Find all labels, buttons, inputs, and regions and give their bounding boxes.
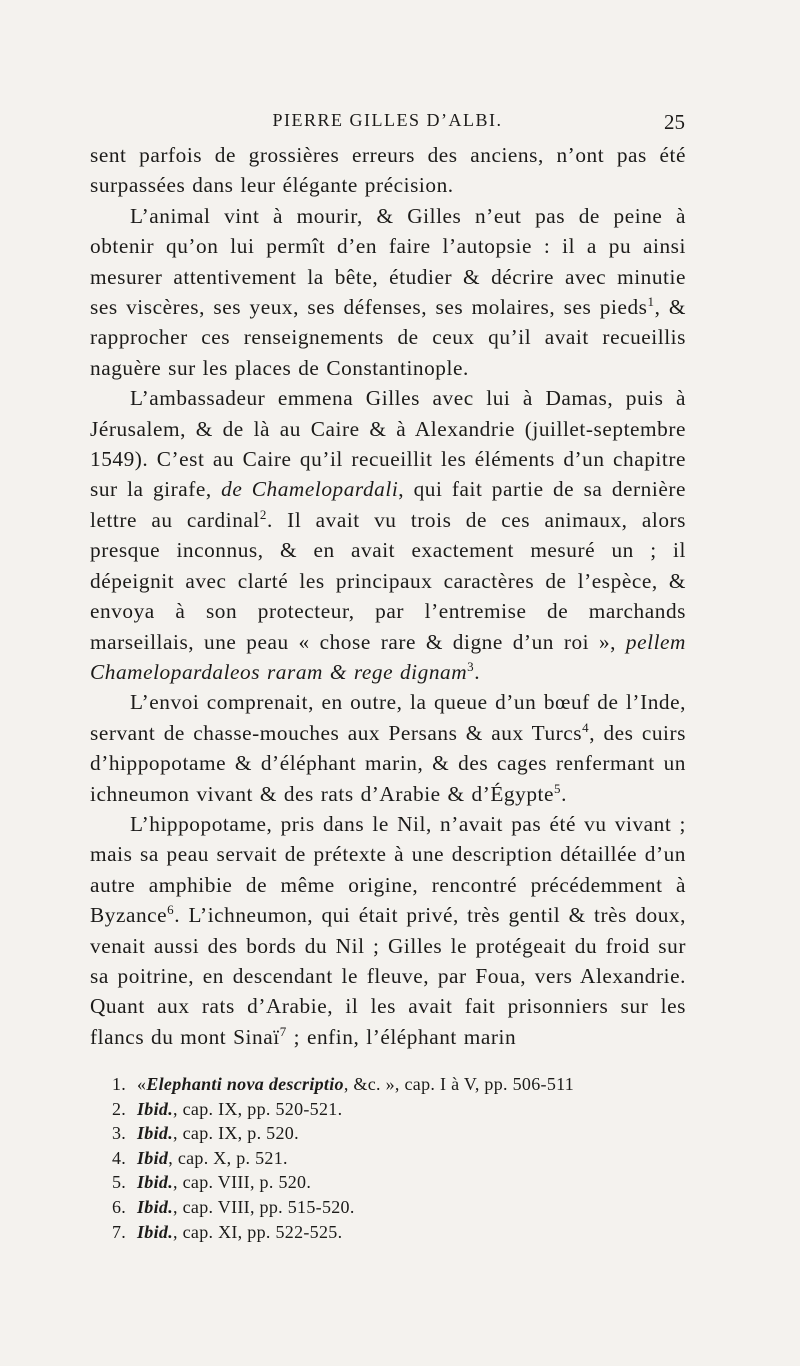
footnote [112, 1121, 692, 1146]
footnote-reference: , cap. IX, pp. 520-521. [173, 1098, 343, 1119]
footnote-number: 7. [112, 1221, 127, 1242]
footnote-ref: 6 [167, 902, 175, 918]
paragraph-text: , qui fait partie de sa dernière lettre au cardinal [90, 477, 686, 532]
paragraph-5 [90, 809, 686, 1052]
footnote-ref: 3 [467, 658, 475, 674]
footnotes [112, 1072, 692, 1244]
footnote [112, 1170, 692, 1195]
footnote [112, 1146, 692, 1171]
paragraph-3 [90, 383, 686, 687]
paragraph-text: , & rapprocher ces renseignements de ceux qu’il avait recueillis naguère sur les places de Constantinople. [90, 295, 686, 380]
footnote-number: 3. [112, 1123, 127, 1144]
footnote [112, 1220, 692, 1245]
paragraph-text: . [561, 781, 567, 806]
footnote-reference: , cap. XI, pp. 522-525. [173, 1221, 343, 1242]
footnote-title: Ibid. [137, 1123, 174, 1144]
running-title: PIERRE GILLES D’ALBI. [272, 110, 503, 130]
paragraph-text: , des cuirs d’hippopotame & d’éléphant marin, & des cages renfermant un ichneumon vivant & des rats d’Arabie & d’Égypte [90, 720, 686, 806]
footnote-title: Ibid. [137, 1098, 174, 1119]
footnote-number: 4. [112, 1147, 127, 1168]
paragraph-4 [90, 687, 686, 809]
footnote-number: 6. [112, 1196, 127, 1217]
footnote [112, 1195, 692, 1220]
footnote-reference: , cap. IX, p. 520. [173, 1123, 299, 1144]
footnote-title: Elephanti nova descriptio [146, 1074, 344, 1094]
paragraph-text: L’hippopotame, pris dans le Nil, n’avait pas été vu vivant ; mais sa peau servait de prétexte à une description détaillée d’un autre amphibie de même origine, rencontré précédemment à Byzance [90, 811, 686, 928]
footnote-number: 2. [112, 1098, 127, 1119]
footnote-reference: , &c. », cap. I à V, pp. 506-511 [343, 1074, 575, 1094]
footnote [112, 1097, 692, 1122]
footnote-title: Ibid. [137, 1196, 174, 1217]
footnote-number: 1. [112, 1074, 127, 1094]
footnote-title: Ibid. [137, 1221, 174, 1242]
paragraph-text: ; enfin, l’éléphant marin [286, 1024, 517, 1049]
page-number: 25 [664, 110, 685, 134]
paragraph-text: L’envoi comprenait, en outre, la queue d’un bœuf de l’Inde, servant de chasse-mouches aux Persans & aux Turcs [90, 690, 686, 745]
footnote-ref: 2 [259, 506, 267, 522]
footnote-reference: , cap. VIII, pp. 515-520. [173, 1196, 355, 1217]
running-head [90, 110, 685, 136]
paragraph-text: . Il avait vu trois de ces animaux, alors presque inconnus, & en avait exactement mesuré un ; il dépeignit avec clarté les principaux caractères de l’espèce, & envoya à son protecteur, par l’entremise de marchands marseillais, une peau « chose rare & digne d’un roi », [90, 507, 687, 654]
footnote-reference: , cap. VIII, p. 520. [173, 1172, 312, 1193]
body-text [90, 140, 686, 1052]
footnote [112, 1072, 692, 1097]
paragraph-text: sent parfois de grossières erreurs des anciens, n’ont pas été surpassées dans leur élégante précision. [90, 143, 686, 198]
latin-quote: pellem Chamelopardaleos raram & rege dignam [90, 629, 686, 684]
paragraph-text: . L’ichneumon, qui était privé, très gentil & très doux, venait aussi des bords du Nil ; Gilles le protégeait du froid sur sa poitrine, en descendant le fleuve, par Foua, vers Alexandrie. Quant aux rats d’Arabie, il les avait fait prisonniers sur les flancs du mont Sinaï [90, 903, 686, 1049]
footnote-title: Ibid [137, 1147, 169, 1168]
footnote-prefix: « [137, 1074, 147, 1094]
paragraph-1 [90, 140, 686, 201]
footnote-reference: , cap. X, p. 521. [168, 1147, 288, 1168]
paragraph-text: L’animal vint à mourir, & Gilles n’eut pas de peine à obtenir qu’on lui permît d’en faire l’autopsie : il a pu ainsi mesurer attentivement la bête, étudier & décrire avec minutie ses viscères, ses yeux, ses défenses, ses molaires, ses pieds [90, 203, 686, 320]
footnote-ref: 4 [582, 719, 590, 735]
footnote-title: Ibid. [137, 1172, 174, 1193]
footnote-ref: 5 [554, 780, 562, 796]
footnote-ref: 1 [647, 293, 655, 309]
paragraph-text: L’ambassadeur emmena Gilles avec lui à Damas, puis à Jérusalem, & de là au Caire & à Alexandrie (juillet-septembre 1549). C’est au Caire qu’il recueillit les éléments d’un chapitre sur la girafe, [90, 386, 686, 502]
italic-title: de Chamelopardali [221, 477, 399, 502]
footnote-ref: 7 [279, 1023, 287, 1039]
paragraph-text: . [474, 659, 481, 684]
paragraph-2 [90, 201, 686, 383]
footnote-number: 5. [112, 1172, 127, 1193]
